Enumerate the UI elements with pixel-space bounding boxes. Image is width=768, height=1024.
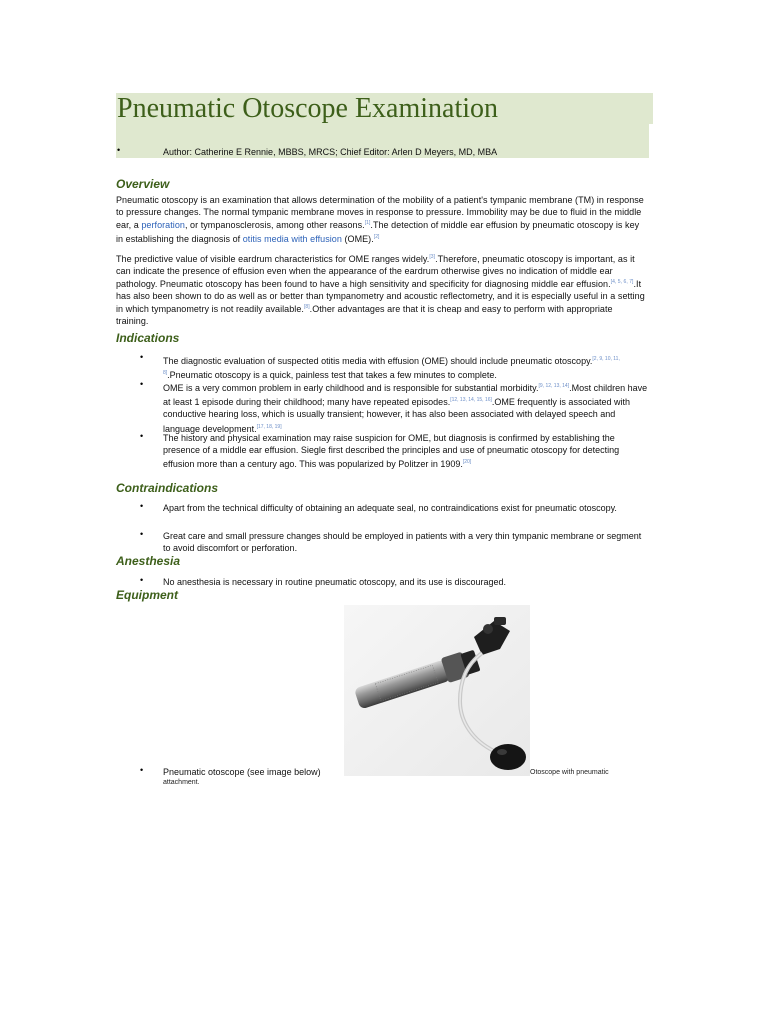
overview-heading: Overview <box>116 177 170 191</box>
reference-link[interactable]: [8] <box>303 304 310 311</box>
reference-link[interactable]: [4, 5, 6, 7] <box>610 279 634 286</box>
otitis-media-link[interactable]: otitis media with effusion <box>242 233 342 244</box>
bullet-icon: • <box>140 431 144 441</box>
reference-link[interactable]: [17, 18, 19] <box>256 423 282 430</box>
contraindications-heading: Contraindications <box>116 481 219 495</box>
list-item: No anesthesia is necessary in routine pneumatic otoscopy, and its use is discouraged. <box>163 577 507 587</box>
overview-paragraph-2: The predictive value of visible eardrum characteristics for OME ranges widely.[3].Therefore, pneumatic otoscopy is important, as it can indicate the presence of effusion even when the appearance of the eardrum otherwise gives no indication of middle ear pathology. Pneumatic otoscopy has been found to have a high sensitivity and specificity for diagnosing middle ear effusion.[4, 5, 6, 7].It has also been shown to do as well as or better than tympanometry and acoustic reflectometry, and it is especially useful in a setting in which tympanometry is not readily available.[8].Other advantages are that it is cheap and easy to perform with appropriate training. <box>116 254 645 326</box>
reference-link[interactable]: [1] <box>364 220 371 227</box>
perforation-link[interactable]: perforation <box>141 220 185 231</box>
bullet-icon: • <box>140 765 144 775</box>
bullet-icon: • <box>140 529 144 539</box>
bullet-icon: • <box>140 575 144 585</box>
overview-paragraph-1: Pneumatic otoscopy is an examination that allows determination of the mobility of a patient's tympanic membrane (TM) in response to pressure changes. The normal tympanic membrane moves in response to pressure. Immobility may be due to fluid in the middle ear, a perforation, or tympanosclerosis, among other reasons.[1].The detection of middle ear effusion by pneumatic otoscopy is key in establishing the diagnosis of otitis media with effusion (OME).[2] <box>116 195 644 244</box>
indications-heading: Indications <box>116 331 180 345</box>
reference-link[interactable]: [2] <box>373 233 380 240</box>
author-line: Author: Catherine E Rennie, MBBS, MRCS; Chief Editor: Arlen D Meyers, MD, MBA <box>163 147 498 157</box>
image-caption: Otoscope with pneumatic <box>530 769 609 776</box>
reference-link[interactable]: [9, 12, 13, 14] <box>538 383 570 389</box>
otoscope-image <box>344 605 530 776</box>
otoscope-photo <box>344 605 530 776</box>
bullet-icon: • <box>140 501 144 511</box>
list-item: The diagnostic evaluation of suspected otitis media with effusion (OME) should include pneumatic otoscopy.[2, 9, 10, 11, 8].Pneumatic otoscopy is a quick, painless test that takes a few minutes to complete. <box>163 356 620 381</box>
reference-link[interactable]: [20] <box>462 459 472 466</box>
equipment-heading: Equipment <box>116 588 178 602</box>
anesthesia-heading: Anesthesia <box>116 554 181 568</box>
page-title: Pneumatic Otoscope Examination <box>117 93 499 124</box>
bullet-icon: • <box>140 352 144 362</box>
list-item: The history and physical examination may raise suspicion for OME, but diagnosis is confirmed by establishing the presence of a middle ear effusion. Siegle first described the principles and use of pneumatic otoscopy for detecting effusion more than a century ago. This was popularized by Politzer in 1909.[20] <box>163 433 620 470</box>
reference-link[interactable]: [12, 13, 14, 15, 16] <box>450 397 492 404</box>
list-item: OME is a very common problem in early childhood and is responsible for substantial morbidity.[9, 12, 13, 14].Most children have at least 1 episode during their childhood; many have repeated episodes.[12, 13, 14, 15, 16].OME frequently is associated with conductive hearing loss, which is usually transient; however, it has also been associated with delayed speech and language development.[17, 18, 19] <box>163 383 648 434</box>
list-item: Apart from the technical difficulty of obtaining an adequate seal, no contraindications exist for pneumatic otoscopy. <box>163 503 617 513</box>
reference-link[interactable]: [3] <box>429 254 436 260</box>
list-item: Pneumatic otoscope (see image below) <box>163 767 321 777</box>
list-item: Great care and small pressure changes should be employed in patients with a very thin tympanic membrane or segment to avoid discomfort or perforation. <box>163 531 642 554</box>
bullet-icon: • <box>117 145 121 155</box>
reference-link[interactable]: [2, 9, 10, 11, 8] <box>163 356 620 377</box>
bullet-icon: • <box>140 379 144 389</box>
image-caption-continued: attachment. <box>163 779 200 786</box>
